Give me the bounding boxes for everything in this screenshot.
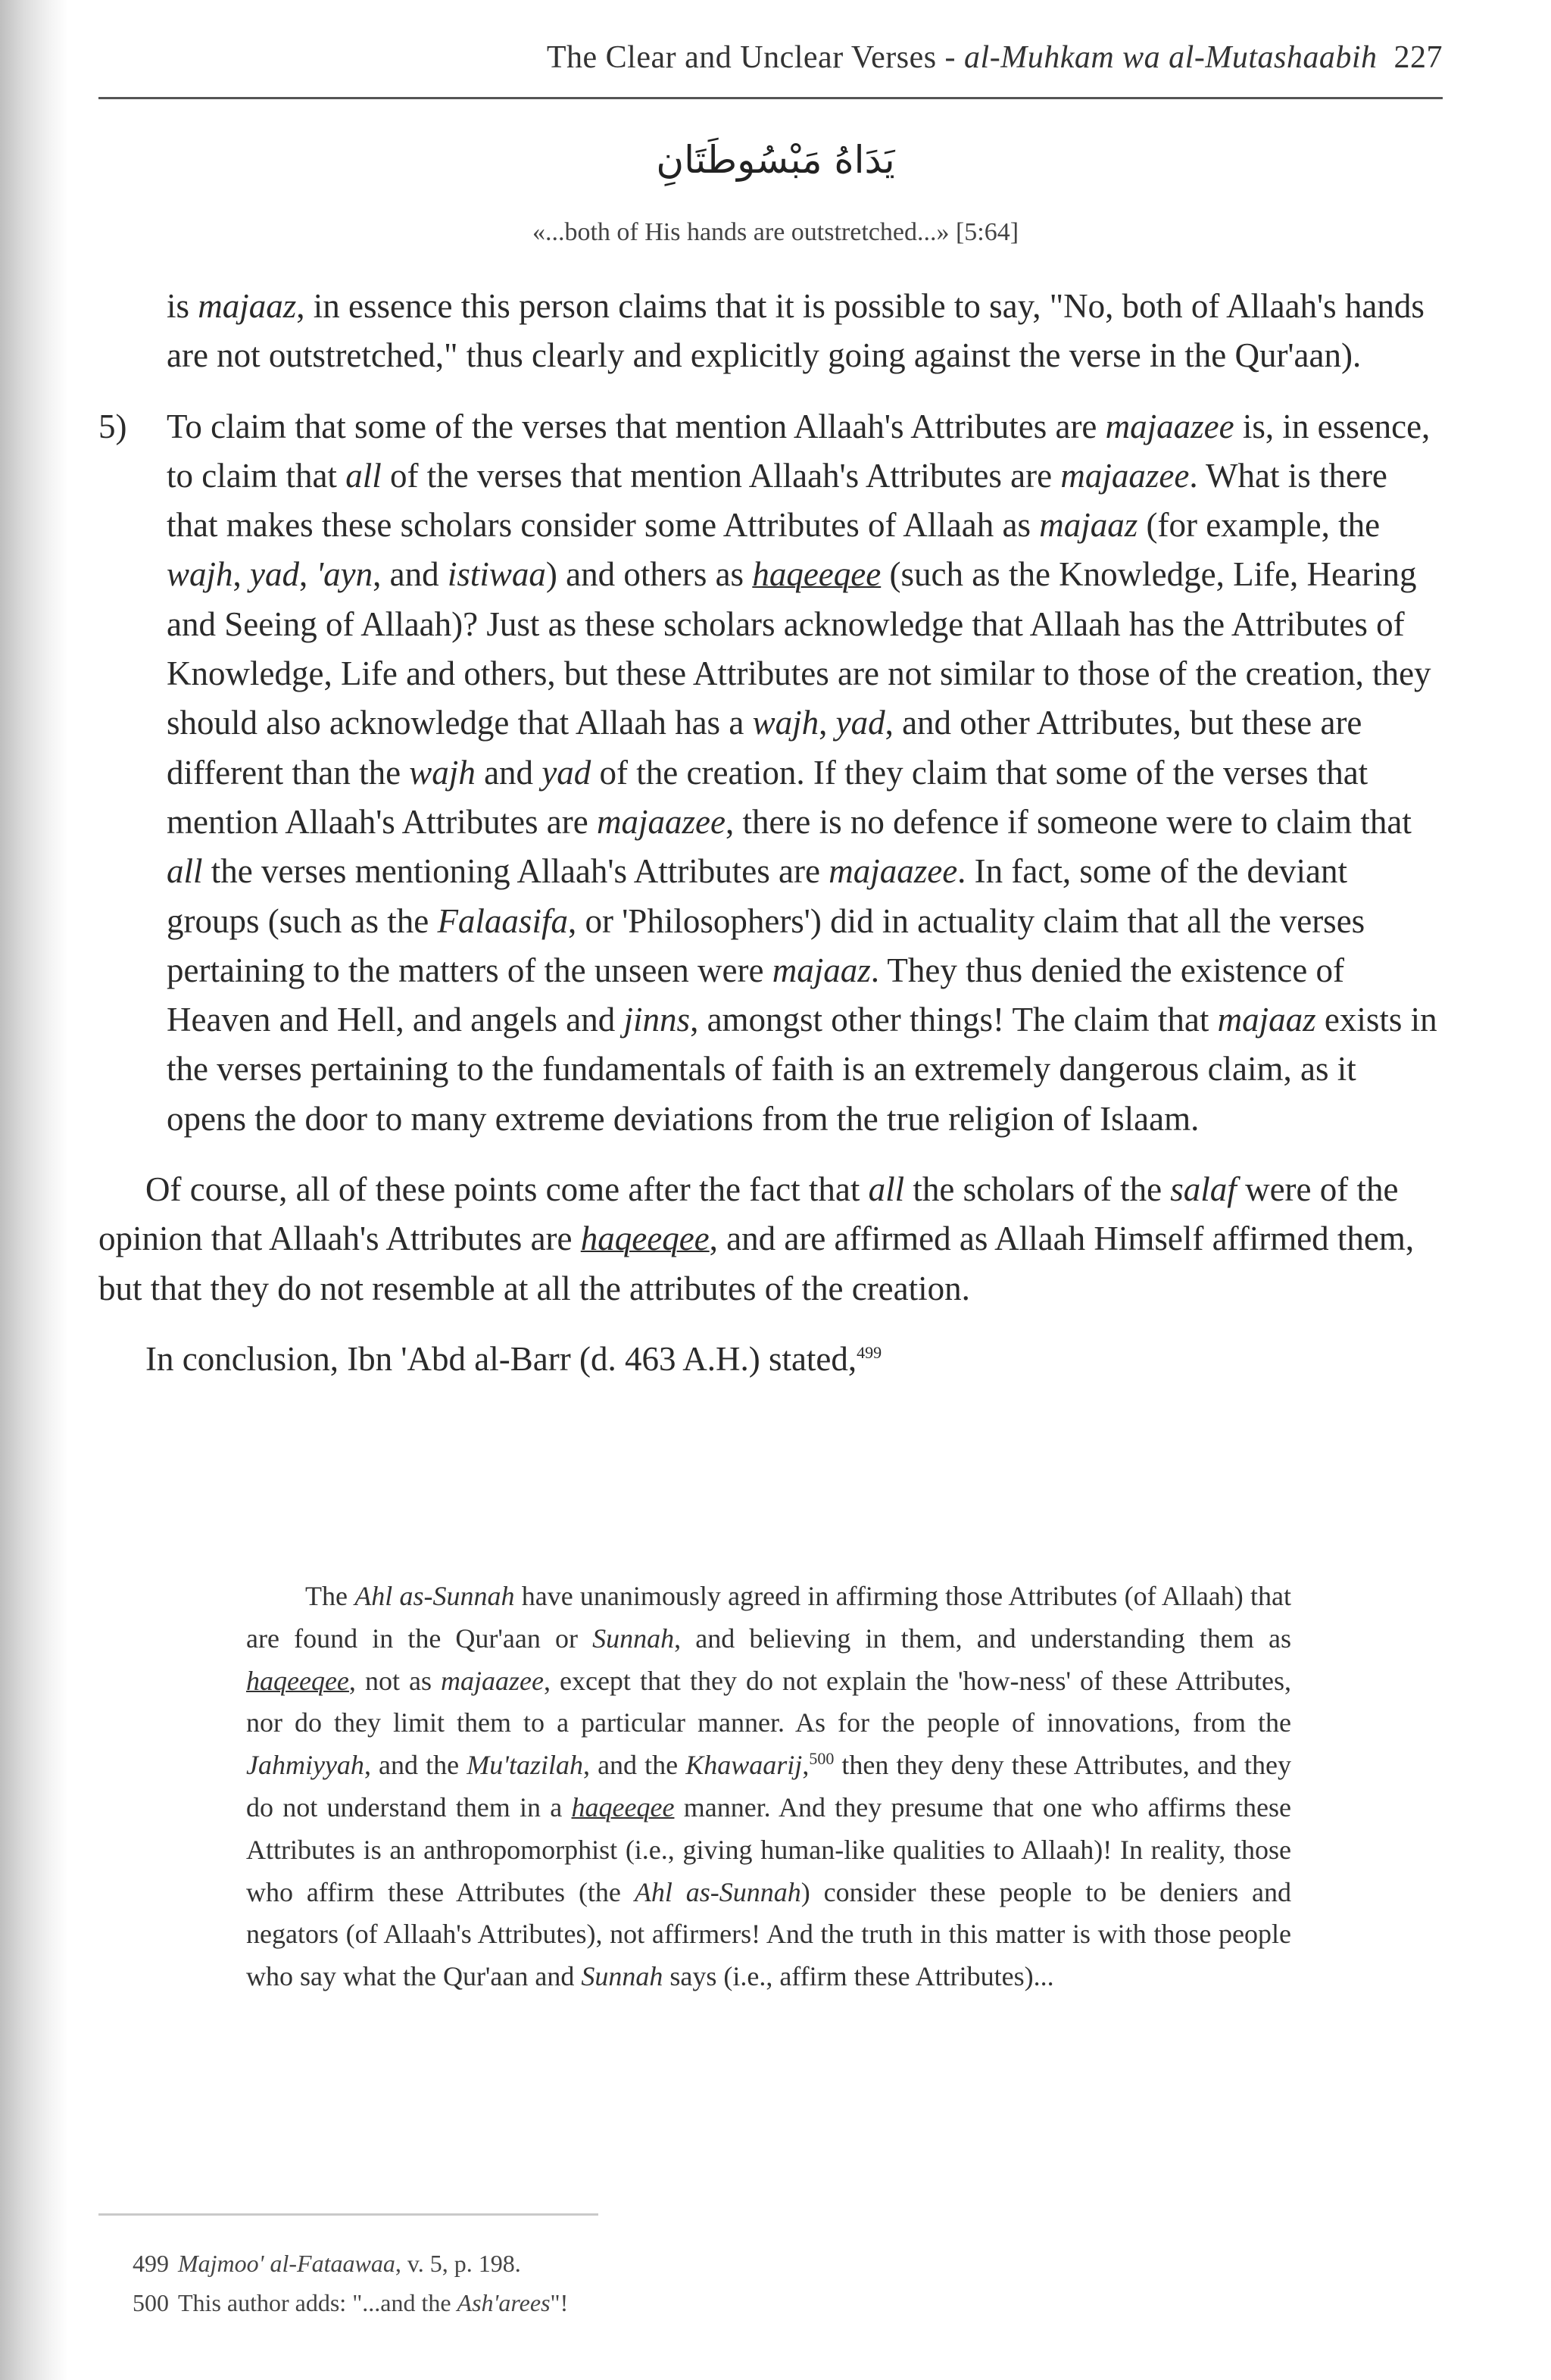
footnote-rule — [98, 2213, 598, 2216]
running-header — [98, 39, 1443, 76]
page-number: 227 — [1393, 40, 1443, 75]
arabic-verse: يَدَاهُ مَبْسُوطَتَانِ — [656, 138, 895, 182]
footnotes — [133, 2244, 1420, 2322]
footnote-499: 499 Majmoo' al-Fataawaa, v. 5, p. 198. — [133, 2250, 521, 2277]
footnote-ref-499: 499 — [857, 1342, 882, 1362]
list-number: 5) — [98, 407, 127, 445]
paragraph-conclusion: In conclusion, Ibn 'Abd al-Barr (d. 463 A.H.) stated,$^{499}$ — [145, 1339, 882, 1378]
block-quote: The Ahl as-Sunnah have unanimously agreed in affirming those Attributes (of Allaah) that are found in the Qur'aan or Sunnah, and believing in them, and understanding them as haqeeqee, not as majaazee, except that they do not explain the 'how-ness' of these Attributes, nor do they limit them to a particular manner. As for the people of innovations, from the Jahmiyyah, and the Mu'tazilah, and the Khawaarij,$^{500}$ then they deny these Attributes, and they do not understand them in a haqeeqee manner. And they presume that one who affirms these Attributes is an anthropomorphist (i.e., giving human-like qualities to Allaah)! In reality, those who affirm these Attributes (the Ahl as-Sunnah) consider these people to be deniers and negators (of Allaah's Attributes), not affirmers! And the truth in this matter is with those people who say what the Qur'aan and Sunnah says (i.e., affirm these Attributes)... — [246, 1581, 1291, 1992]
paragraph-of-course: Of course, all of these points come after the fact that all the scholars of the salaf were of the opinion that Allaah's Attributes are haqeeqee, and are affirmed as Allaah Himself affirmed them, but that they do not resemble at all the attributes of the creation. — [98, 1170, 1415, 1307]
header-rule — [98, 97, 1443, 99]
paragraph-continuation: is majaaz, in essence this person claims that it is possible to say, "No, both of Allaah's hands are not outstretched," thus clearly and explicitly going against the verse in the Qur'aan). — [167, 287, 1425, 375]
header-title-italic: al-Muhkam wa al-Mutashaabih — [964, 40, 1378, 75]
header-title: The Clear and Unclear Verses - — [546, 40, 965, 75]
footnote-500: 500 This author adds: "...and the Ash'arees"! — [133, 2289, 569, 2316]
list-item-5: 5) To claim that some of the verses that mention Allaah's Attributes are majaazee is, in essence, to claim that all of the verses that mention Allaah's Attributes are majaazee. What is there that makes these scholars consider some Attributes of Allaah as majaaz (for example, the wajh, yad, 'ayn, and istiwaa) and others as haqeeqee (such as the Knowledge, Life, Hearing and Seeing of Allaah)? Just as these scholars acknowledge that Allaah has the Attributes of Knowledge, Life and others, but these Attributes are not similar to those of the creation, they should also acknowledge that Allaah has a wajh, yad, and other Attributes, but these are different than the wajh and yad of the creation. If they claim that some of the verses that mention Allaah's Attributes are majaazee, there is no defence if someone were to claim that all the verses mentioning Allaah's Attributes are majaazee. In fact, some of the deviant groups (such as the Falaasifa, or 'Philosophers') did in actuality claim that all the verses pertaining to the matters of the unseen were majaaz. They thus denied the existence of Heaven and Hell, and angels and jinns, amongst other things! The claim that majaaz exists in the verses pertaining to the fundamentals of faith is an extremely dangerous claim, as it opens the door to many extreme deviations from the true religion of Islaam. — [98, 402, 1443, 1144]
verse-translation: «...both of His hands are outstretched...» [5:64] — [532, 218, 1019, 246]
footnote-ref-500: 500 — [809, 1749, 835, 1769]
body-text — [98, 282, 1443, 1384]
